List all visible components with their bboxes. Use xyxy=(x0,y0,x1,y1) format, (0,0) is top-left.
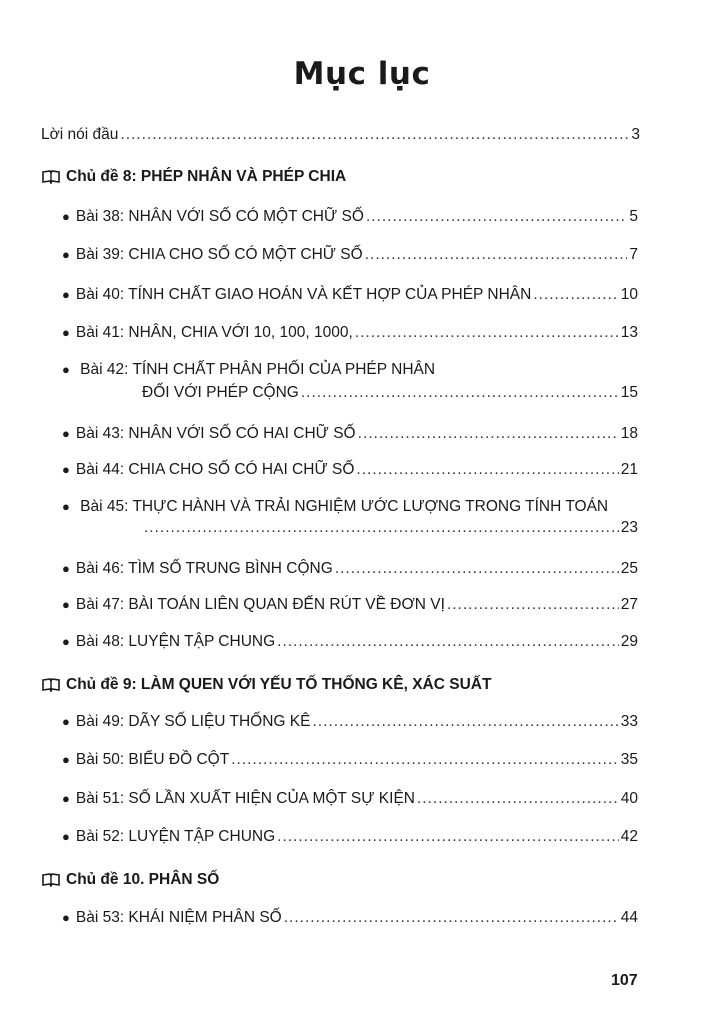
entry-label: Bài 47: BÀI TOÁN LIÊN QUAN ĐẾN RÚT VỀ ĐƠN VỊ xyxy=(75,596,445,613)
toc-entry-lesson-44[interactable] xyxy=(62,461,638,479)
entry-page: 33 xyxy=(620,713,638,730)
entry-page: 10 xyxy=(620,286,638,303)
dot-leader xyxy=(335,560,619,578)
toc-entry-lesson-43[interactable] xyxy=(62,425,638,443)
bullet-icon: ● xyxy=(62,752,70,767)
dot-leader xyxy=(533,286,618,304)
bullet-icon: ● xyxy=(62,362,70,377)
entry-page: 3 xyxy=(631,126,640,143)
bullet-icon: ● xyxy=(62,910,70,925)
dot-leader xyxy=(365,246,628,264)
topic-label: Chủ đề 10. PHÂN SỐ xyxy=(66,871,220,888)
entry-label-line2: ĐỐI VỚI PHÉP CỘNG xyxy=(142,384,299,401)
bullet-icon: ● xyxy=(62,209,70,224)
entry-page: 35 xyxy=(620,751,638,768)
dot-leader xyxy=(120,126,629,144)
open-book-icon xyxy=(42,873,60,887)
toc-entry-lesson-51[interactable] xyxy=(62,790,638,808)
toc-entry-lesson-38[interactable] xyxy=(62,208,638,226)
dot-leader xyxy=(231,751,619,769)
dot-leader xyxy=(417,790,619,808)
entry-page: 29 xyxy=(620,633,638,650)
dot-leader xyxy=(312,713,618,731)
bullet-icon: ● xyxy=(62,829,70,844)
topic-label: Chủ đề 8: PHÉP NHÂN VÀ PHÉP CHIA xyxy=(66,168,347,185)
entry-page: 23 xyxy=(620,519,638,536)
toc-entry-lesson-49[interactable] xyxy=(62,713,638,731)
entry-label: Bài 52: LUYỆN TẬP CHUNG xyxy=(75,828,276,845)
toc-entry-lesson-50[interactable] xyxy=(62,751,638,769)
dot-leader xyxy=(447,596,619,614)
entry-page: 13 xyxy=(620,324,638,341)
bullet-icon: ● xyxy=(62,462,70,477)
entry-label: Lời nói đầu xyxy=(41,126,119,143)
dot-leader xyxy=(366,208,627,226)
toc-entry-lesson-40[interactable] xyxy=(62,286,638,304)
bullet-icon: ● xyxy=(62,634,70,649)
entry-label-line1: Bài 42: TÍNH CHẤT PHÂN PHỐI CỦA PHÉP NHÂN xyxy=(80,361,436,378)
entry-label: Bài 51: SỐ LẦN XUẤT HIỆN CỦA MỘT SỰ KIỆN xyxy=(75,790,415,807)
bullet-icon: ● xyxy=(62,597,70,612)
entry-label: Bài 53: KHÁI NIỆM PHÂN SỐ xyxy=(75,909,282,926)
toc-entry-lesson-48[interactable] xyxy=(62,633,638,651)
entry-label-line1: Bài 45: THỰC HÀNH VÀ TRẢI NGHIỆM ƯỚC LƯỢNG TRONG TÍNH TOÁN xyxy=(80,498,609,515)
entry-page: 18 xyxy=(620,425,638,442)
topic-heading-9[interactable] xyxy=(42,676,491,694)
entry-label: Bài 41: NHÂN, CHIA VỚI 10, 100, 1000, xyxy=(75,324,353,341)
dot-leader xyxy=(301,384,619,402)
open-book-icon xyxy=(42,678,60,692)
entry-page: 42 xyxy=(620,828,638,845)
entry-label: Bài 49: DÃY SỐ LIỆU THỐNG KÊ xyxy=(75,713,311,730)
entry-page: 21 xyxy=(620,461,638,478)
toc-entry-lesson-46[interactable] xyxy=(62,560,638,578)
bullet-icon: ● xyxy=(62,325,70,340)
dot-leader xyxy=(358,425,619,443)
entry-label: Bài 48: LUYỆN TẬP CHUNG xyxy=(75,633,276,650)
bullet-icon: ● xyxy=(62,287,70,302)
bullet-icon: ● xyxy=(62,561,70,576)
entry-label: Bài 50: BIỂU ĐỒ CỘT xyxy=(75,751,230,768)
dot-leader xyxy=(277,633,619,651)
topic-heading-8[interactable] xyxy=(42,168,346,186)
toc-entry-lesson-47[interactable] xyxy=(62,596,638,614)
toc-entry-lesson-52[interactable] xyxy=(62,828,638,846)
entry-page: 15 xyxy=(620,384,638,401)
entry-page: 25 xyxy=(620,560,638,577)
entry-label: Bài 46: TÌM SỐ TRUNG BÌNH CỘNG xyxy=(75,560,333,577)
bullet-icon: ● xyxy=(62,499,70,514)
entry-page: 27 xyxy=(620,596,638,613)
toc-entry-intro[interactable] xyxy=(41,126,640,144)
entry-page: 7 xyxy=(629,246,638,263)
bullet-icon: ● xyxy=(62,426,70,441)
toc-entry-lesson-39[interactable] xyxy=(62,246,638,264)
entry-label: Bài 39: CHIA CHO SỐ CÓ MỘT CHỮ SỐ xyxy=(75,246,363,263)
bullet-icon: ● xyxy=(62,247,70,262)
entry-page: 40 xyxy=(620,790,638,807)
topic-heading-10[interactable] xyxy=(42,871,219,889)
open-book-icon xyxy=(42,170,60,184)
topic-label: Chủ đề 9: LÀM QUEN VỚI YẾU TỐ THỐNG KÊ, XÁC SUẤT xyxy=(66,676,492,693)
entry-label: Bài 43: NHÂN VỚI SỐ CÓ HAI CHỮ SỐ xyxy=(75,425,356,442)
dot-leader xyxy=(355,324,619,342)
page-title: Mục lục xyxy=(293,56,431,92)
dot-leader xyxy=(284,909,619,927)
page-number: 107 xyxy=(611,972,638,989)
entry-page: 44 xyxy=(620,909,638,926)
toc-entry-lesson-45-continued[interactable] xyxy=(142,519,638,537)
dot-leader xyxy=(144,519,619,537)
toc-entry-lesson-41[interactable] xyxy=(62,324,638,342)
dot-leader xyxy=(277,828,619,846)
entry-label: Bài 44: CHIA CHO SỐ CÓ HAI CHỮ SỐ xyxy=(75,461,355,478)
toc-entry-lesson-53[interactable] xyxy=(62,909,638,927)
entry-page: 5 xyxy=(629,208,638,225)
bullet-icon: ● xyxy=(62,791,70,806)
entry-label: Bài 38: NHÂN VỚI SỐ CÓ MỘT CHỮ SỐ xyxy=(75,208,364,225)
bullet-icon: ● xyxy=(62,714,70,729)
toc-entry-lesson-45[interactable] xyxy=(62,498,638,516)
dot-leader xyxy=(356,461,618,479)
toc-entry-lesson-42[interactable] xyxy=(62,361,638,379)
toc-entry-lesson-42-continued[interactable] xyxy=(142,384,638,402)
entry-label: Bài 40: TÍNH CHẤT GIAO HOÁN VÀ KẾT HỢP CỦA PHÉP NHÂN xyxy=(75,286,532,303)
